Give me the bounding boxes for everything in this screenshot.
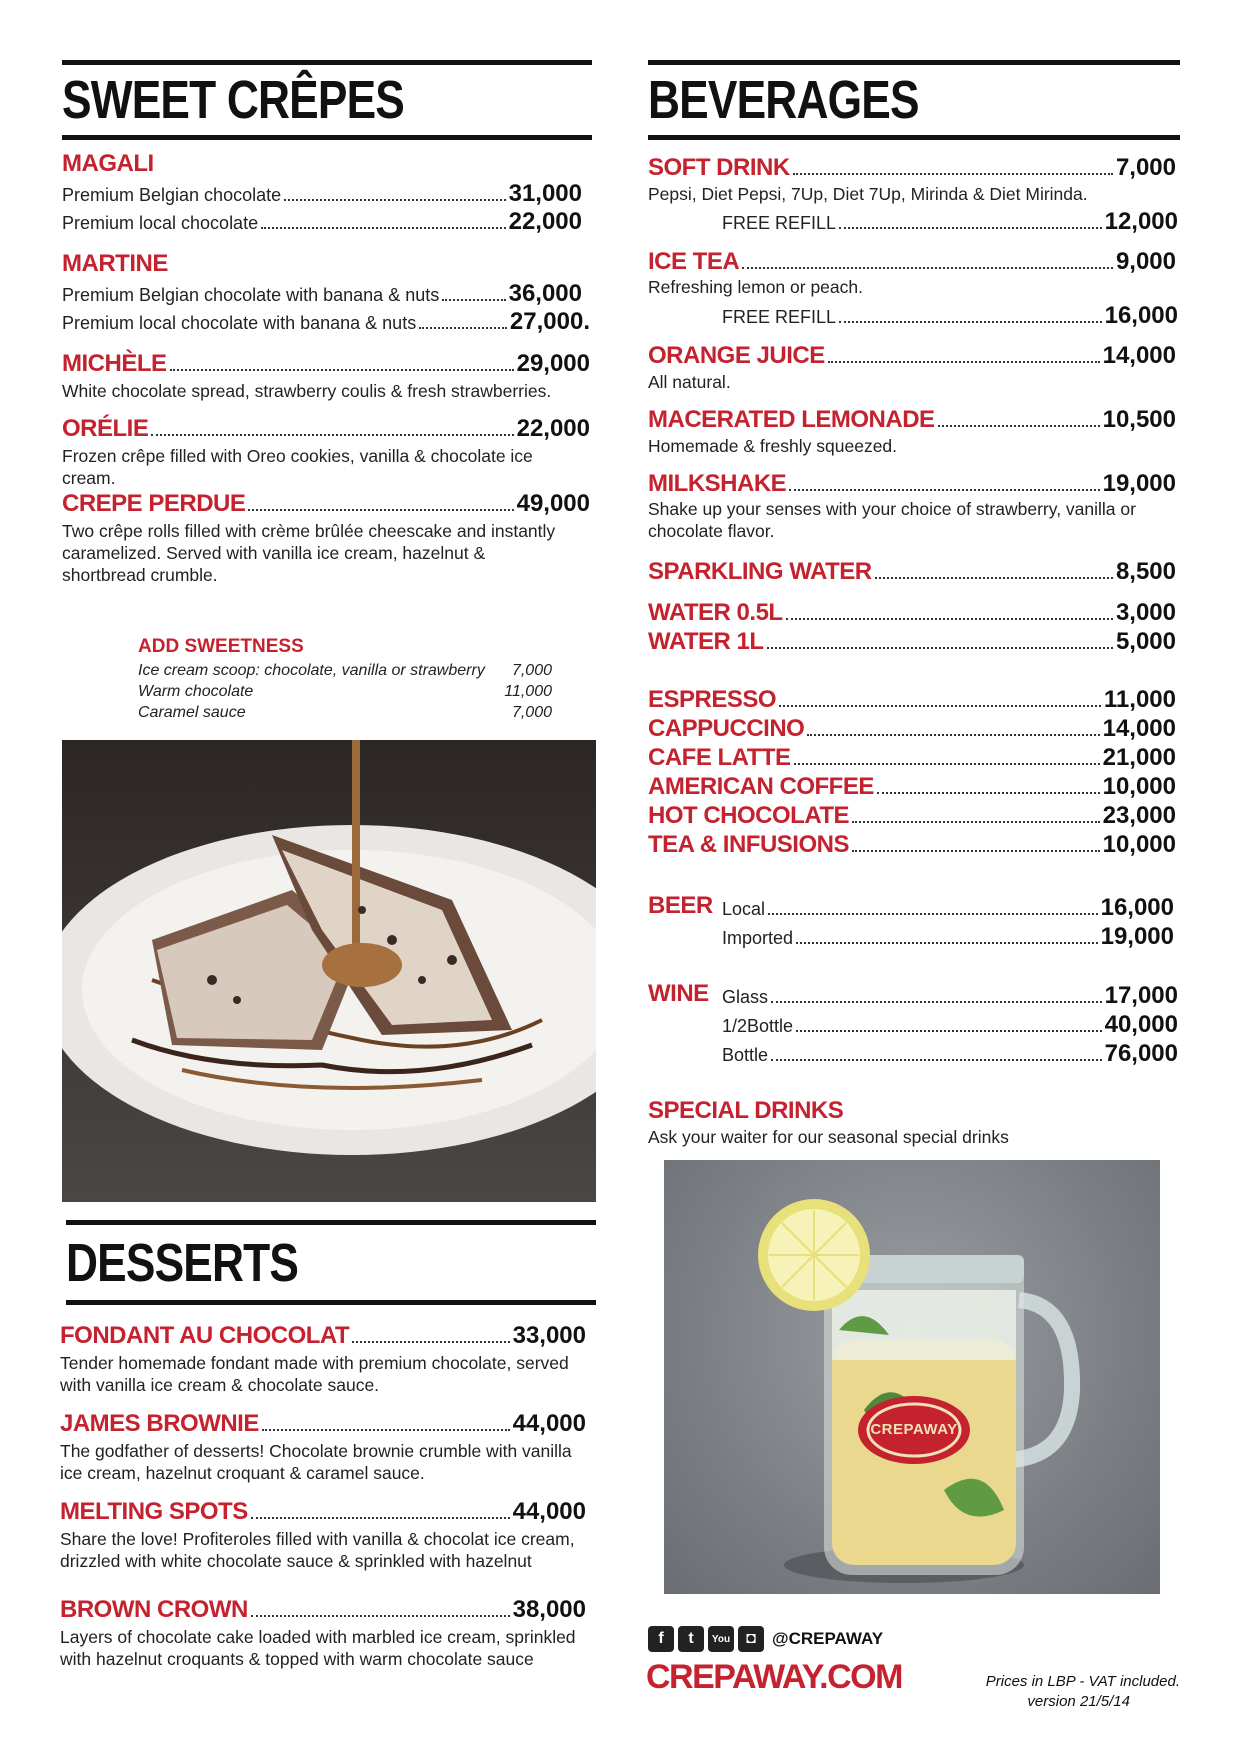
facebook-icon[interactable]: f xyxy=(648,1626,674,1652)
special-drinks-desc: Ask your waiter for our seasonal special drinks xyxy=(648,1127,1009,1147)
beer-name: BEER xyxy=(648,892,713,919)
desserts-title: DESSERTS xyxy=(66,1233,299,1293)
sparkling-water-row: SPARKLING WATER 8,500 xyxy=(648,558,1176,585)
dessert-row: BROWN CROWN 38,000 xyxy=(60,1596,586,1623)
milkshake-desc: Shake up your senses with your choice of strawberry, vanilla or chocolate flavor. xyxy=(648,499,1136,541)
dessert-row: FONDANT AU CHOCOLAT 33,000 xyxy=(60,1322,586,1349)
sub-rule-right xyxy=(648,135,1180,140)
hot-drink-row: HOT CHOCOLATE 23,000 xyxy=(648,802,1176,829)
dessert-desc: Layers of chocolate cake loaded with marbled ice cream, sprinkled with hazelnut croquants & topped with warm chocolate sauce xyxy=(60,1627,576,1669)
crepe-perdue-desc: Two crêpe rolls filled with crème brûlée cheescake and instantly caramelized. Served with vanilla ice cream, hazelnut & shortbread crumble. xyxy=(62,521,556,585)
dessert-row: MELTING SPOTS 44,000 xyxy=(60,1498,586,1525)
hot-drink-row: CAPPUCCINO 14,000 xyxy=(648,715,1176,742)
add-sweetness-item: Caramel sauce 7,000 xyxy=(138,704,552,721)
ice-tea-desc: Refreshing lemon or peach. xyxy=(648,277,863,297)
lemonade-desc: Homemade & freshly squeezed. xyxy=(648,436,898,456)
orelie-row: ORÉLIE 22,000 xyxy=(62,415,590,442)
crepe-photo xyxy=(62,740,596,1202)
dessert-desc: Tender homemade fondant made with premium chocolate, served with vanilla ice cream & chocolate sauce. xyxy=(60,1353,569,1395)
beer-option: Local 16,000 xyxy=(722,894,1174,921)
orange-juice-row: ORANGE JUICE 14,000 xyxy=(648,342,1176,369)
hot-drink-row: TEA & INFUSIONS 10,000 xyxy=(648,831,1176,858)
water-05-row: WATER 0.5L 3,000 xyxy=(648,599,1176,626)
wine-name: WINE xyxy=(648,980,709,1007)
soft-drink-desc: Pepsi, Diet Pepsi, 7Up, Diet 7Up, Mirinda & Diet Mirinda. xyxy=(648,184,1088,204)
hot-drink-row: ESPRESSO 11,000 xyxy=(648,686,1176,713)
add-sweetness-item: Warm chocolate 11,000 xyxy=(138,683,552,700)
version-note: version 21/5/14 xyxy=(1027,1693,1130,1710)
youtube-icon[interactable]: You xyxy=(708,1626,734,1652)
wine-option: Bottle 76,000 xyxy=(722,1040,1178,1067)
ice-tea-refill: FREE REFILL 16,000 xyxy=(722,302,1178,329)
martine-name: MARTINE xyxy=(62,250,168,277)
social-icons xyxy=(648,1626,883,1652)
beer-option: Imported 19,000 xyxy=(722,923,1174,950)
soft-drink-refill: FREE REFILL 12,000 xyxy=(722,208,1178,235)
website-link[interactable]: CREPAWAY.COM xyxy=(646,1658,902,1696)
desserts-top-rule xyxy=(66,1220,596,1225)
ice-tea-row: ICE TEA 9,000 xyxy=(648,248,1176,275)
lemonade-photo xyxy=(664,1160,1160,1594)
hot-drink-row: AMERICAN COFFEE 10,000 xyxy=(648,773,1176,800)
top-rule-right xyxy=(648,60,1180,65)
add-sweetness-item: Ice cream scoop: chocolate, vanilla or strawberry 7,000 xyxy=(138,662,552,679)
magali-option: Premium local chocolate 22,000 xyxy=(62,208,582,235)
crepe-perdue-row: CREPE PERDUE 49,000 xyxy=(62,490,590,517)
sweet-crepes-title: SWEET CRÊPES xyxy=(62,70,405,130)
michele-desc: White chocolate spread, strawberry coulis & fresh strawberries. xyxy=(62,381,552,401)
dessert-desc: The godfather of desserts! Chocolate brownie crumble with vanilla ice cream, hazelnut croquant & caramel sauce. xyxy=(60,1441,572,1483)
instagram-icon[interactable]: ◘ xyxy=(738,1626,764,1652)
orelie-desc: Frozen crêpe filled with Oreo cookies, vanilla & chocolate ice cream. xyxy=(62,446,533,488)
desserts-sub-rule xyxy=(66,1300,596,1305)
water-1-row: WATER 1L 5,000 xyxy=(648,628,1176,655)
social-handle[interactable]: @CREPAWAY xyxy=(772,1629,884,1648)
magali-name: MAGALI xyxy=(62,150,154,177)
special-drinks-name: SPECIAL DRINKS xyxy=(648,1097,844,1124)
beverages-title: BEVERAGES xyxy=(648,70,919,130)
soft-drink-row: SOFT DRINK 7,000 xyxy=(648,154,1176,181)
hot-drink-row: CAFE LATTE 21,000 xyxy=(648,744,1176,771)
dessert-desc: Share the love! Profiteroles filled with vanilla & chocolat ice cream, drizzled with white chocolate sauce & sprinkled with hazelnut xyxy=(60,1529,575,1571)
top-rule-left xyxy=(62,60,592,65)
lemonade-row: MACERATED LEMONADE 10,500 xyxy=(648,406,1176,433)
dessert-row: JAMES BROWNIE 44,000 xyxy=(60,1410,586,1437)
add-sweetness-title: ADD SWEETNESS xyxy=(138,636,304,657)
wine-option: 1/2Bottle 40,000 xyxy=(722,1011,1178,1038)
milkshake-row: MILKSHAKE 19,000 xyxy=(648,470,1176,497)
martine-option: Premium local chocolate with banana & nuts 27,000. xyxy=(62,308,590,335)
prices-note: Prices in LBP - VAT included. xyxy=(985,1673,1180,1690)
twitter-icon[interactable]: t xyxy=(678,1626,704,1652)
sub-rule-left xyxy=(62,135,592,140)
martine-option: Premium Belgian chocolate with banana & nuts 36,000 xyxy=(62,280,582,307)
magali-option: Premium Belgian chocolate 31,000 xyxy=(62,180,582,207)
michele-row: MICHÈLE 29,000 xyxy=(62,350,590,377)
jar-logo-text: CREPAWAY xyxy=(870,1421,958,1438)
wine-option: Glass 17,000 xyxy=(722,982,1178,1009)
orange-juice-desc: All natural. xyxy=(648,372,731,392)
